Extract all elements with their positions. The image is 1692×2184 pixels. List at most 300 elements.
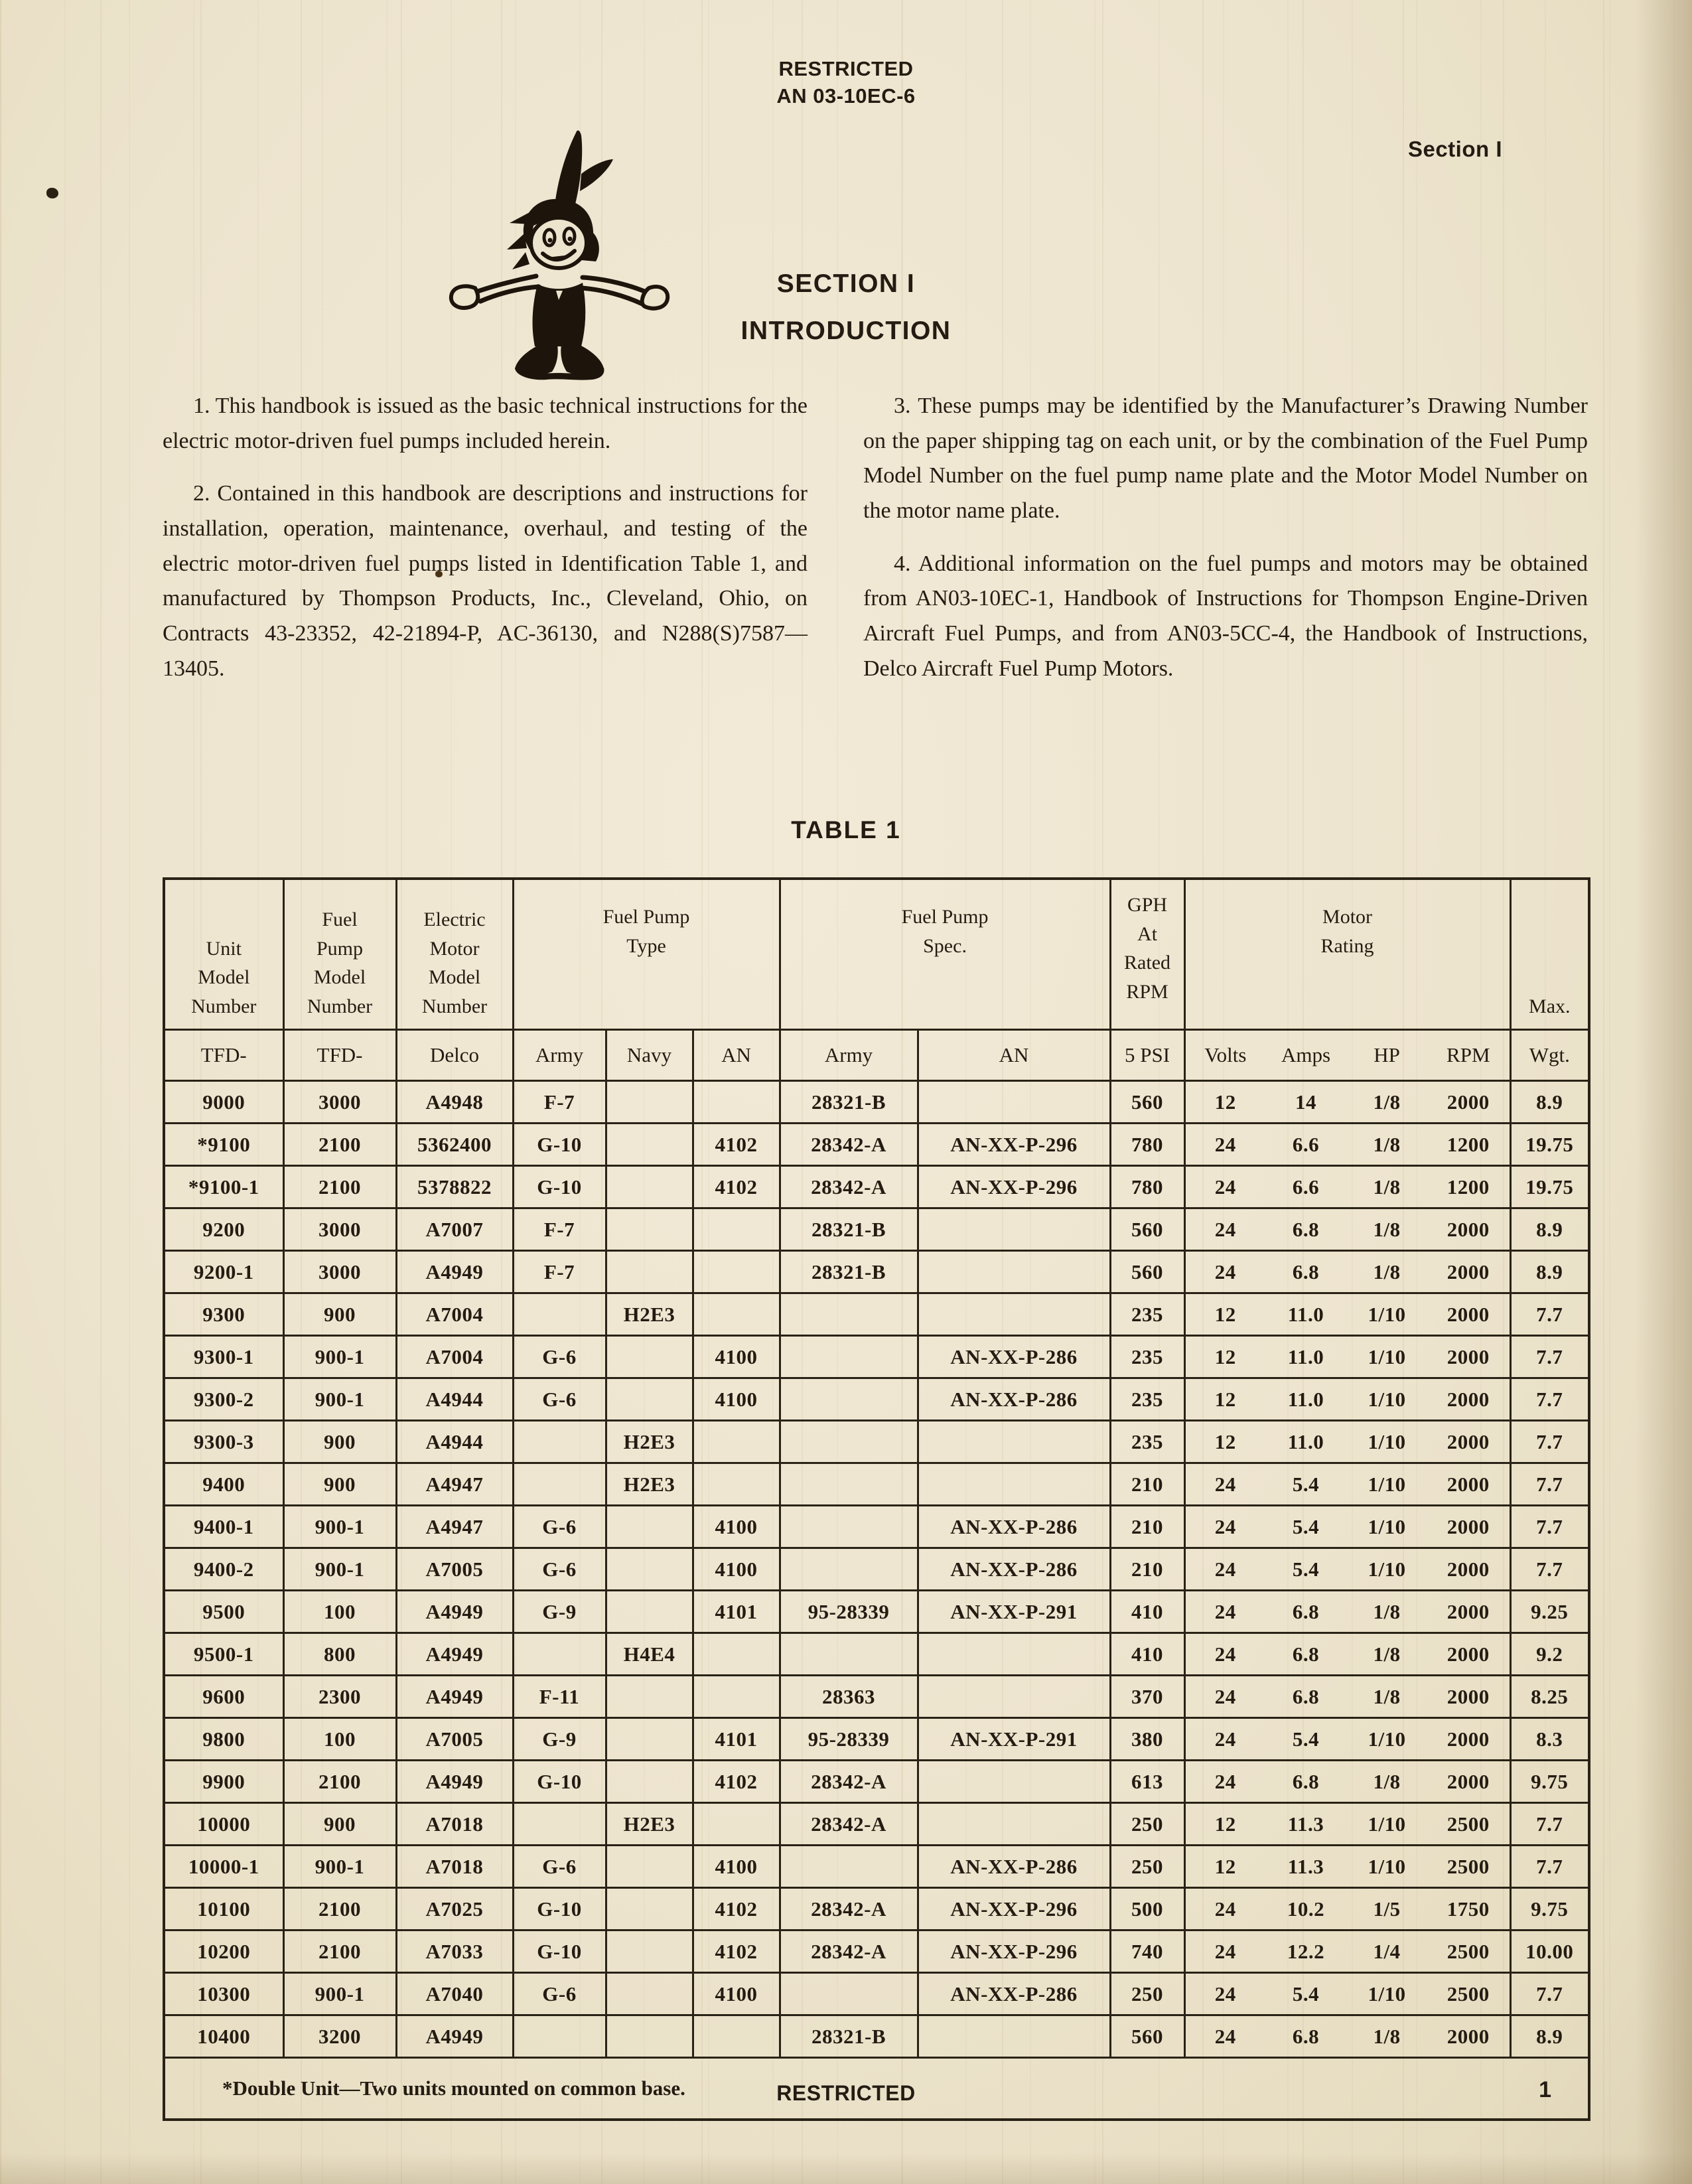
table-cell: A4944	[396, 1421, 513, 1463]
table-cell: 1/10	[1346, 1803, 1427, 1846]
table-cell: 11.3	[1265, 1846, 1346, 1888]
table-cell: A4949	[396, 1676, 513, 1718]
table-cell	[606, 1081, 693, 1124]
table-cell: *9100	[164, 1124, 283, 1166]
table-cell: 2000	[1427, 1378, 1510, 1421]
table-cell: 1/8	[1346, 2015, 1427, 2058]
table-cell: F-7	[513, 1208, 606, 1251]
table-cell: 4102	[693, 1124, 780, 1166]
table-cell: A4949	[396, 1591, 513, 1633]
table-cell: 6.6	[1265, 1166, 1346, 1208]
table-cell: AN-XX-P-296	[918, 1888, 1110, 1930]
paragraph-1: 1. This handbook is issued as the basic technical instructions for the electric motor-driven fuel pumps included herein.	[163, 394, 808, 453]
table-cell: 6.8	[1265, 1208, 1346, 1251]
table-cell: 2000	[1427, 1463, 1510, 1506]
table-footnote: *Double Unit—Two units mounted on common base.	[164, 2058, 1589, 2120]
table-cell: 7.7	[1510, 1421, 1589, 1463]
table-cell	[918, 1463, 1110, 1506]
table-row	[164, 1803, 1589, 1846]
table-cell: H2E3	[606, 1463, 693, 1506]
table-cell: 24	[1184, 2015, 1265, 2058]
table-cell: 560	[1110, 1251, 1184, 1293]
paragraph-3: 3. These pumps may be identified by the Manufacturer’s Drawing Number on the paper shipping tag on each unit, or by the combination of the Fuel Pump Model Number on the fuel pump name plate and the Motor Model Number on the motor name plate.	[863, 394, 1588, 524]
table-cell: AN-XX-P-296	[918, 1930, 1110, 1973]
table-cell: 5.4	[1265, 1718, 1346, 1761]
table-cell	[780, 1421, 918, 1463]
table-cell: 8.9	[1510, 1208, 1589, 1251]
table-cell: 2000	[1427, 1336, 1510, 1378]
table-cell	[918, 1293, 1110, 1336]
table-row	[164, 1421, 1589, 1463]
col-group-pump-type: Fuel Pump Type	[513, 879, 780, 1030]
table-cell: A7040	[396, 1973, 513, 2015]
table-cell: 1200	[1427, 1124, 1510, 1166]
table-cell: 1/10	[1346, 1336, 1427, 1378]
table-cell: G-10	[513, 1761, 606, 1803]
table-row	[164, 1124, 1589, 1166]
col-subheader-pump: TFD-	[283, 1030, 396, 1081]
table-cell: 12	[1184, 1421, 1265, 1463]
table-cell: 10100	[164, 1888, 283, 1930]
table-cell: 6.8	[1265, 1633, 1346, 1676]
table-cell: 9.75	[1510, 1888, 1589, 1930]
table-cell: 2000	[1427, 1761, 1510, 1803]
table-cell: 100	[283, 1591, 396, 1633]
col-subheader-spec-army: Army	[780, 1030, 918, 1081]
table-cell	[693, 1803, 780, 1846]
table-row	[164, 1718, 1589, 1761]
table-cell: 3000	[283, 1208, 396, 1251]
table-cell: 2500	[1427, 1930, 1510, 1973]
table-row	[164, 1208, 1589, 1251]
table-cell	[606, 1846, 693, 1888]
table-cell: G-10	[513, 1930, 606, 1973]
page-subtitle: INTRODUCTION	[740, 317, 952, 345]
table-cell: 5.4	[1265, 1548, 1346, 1591]
table-cell: 210	[1110, 1463, 1184, 1506]
table-cell: 250	[1110, 1846, 1184, 1888]
table-cell: F-7	[513, 1081, 606, 1124]
table-row	[164, 1081, 1589, 1124]
table-cell: 5.4	[1265, 1973, 1346, 2015]
table-cell: 28321-B	[780, 1251, 918, 1293]
table-cell	[918, 1081, 1110, 1124]
table-cell: 250	[1110, 1803, 1184, 1846]
table-cell: 2500	[1427, 1803, 1510, 1846]
table-row	[164, 1676, 1589, 1718]
table-cell: 900-1	[283, 1336, 396, 1378]
table-cell: 4100	[693, 1548, 780, 1591]
col-group-motor-model: Electric Motor Model Number	[396, 879, 513, 1030]
table-cell	[606, 1124, 693, 1166]
col-subheader-type-army: Army	[513, 1030, 606, 1081]
table-cell: 24	[1184, 1166, 1265, 1208]
table-cell: AN-XX-P-296	[918, 1124, 1110, 1166]
table-cell: 12	[1184, 1378, 1265, 1421]
table-cell: 2100	[283, 1124, 396, 1166]
table-cell	[606, 1930, 693, 1973]
table-cell: G-10	[513, 1124, 606, 1166]
table-cell: 7.7	[1510, 1803, 1589, 1846]
table-cell: 11.0	[1265, 1378, 1346, 1421]
table-cell	[693, 1463, 780, 1506]
table-cell: 24	[1184, 1676, 1265, 1718]
table-cell: 24	[1184, 1208, 1265, 1251]
table-cell: 10400	[164, 2015, 283, 2058]
table-cell: 4100	[693, 1973, 780, 2015]
table-cell: 1/10	[1346, 1421, 1427, 1463]
table-cell: H2E3	[606, 1293, 693, 1336]
paragraph-2: 2. Contained in this handbook are descriptions and instructions for installation, operation, maintenance, overhaul, and testing of the electric motor-driven fuel pumps listed in Identification Table 1, and manufactured by Thompson Products, Inc., Cleveland, Ohio, on Contracts 43-23352, 42-21894-P, AC-36130, and N288(S)7587—13405.	[163, 481, 808, 681]
table-cell: 2000	[1427, 1633, 1510, 1676]
table-row	[164, 2015, 1589, 2058]
col-subheader-motor: Delco	[396, 1030, 513, 1081]
table-cell: 410	[1110, 1633, 1184, 1676]
table-cell	[780, 1548, 918, 1591]
table-cell: 370	[1110, 1676, 1184, 1718]
table-cell: 12	[1184, 1081, 1265, 1124]
table-cell: 4101	[693, 1591, 780, 1633]
table-cell: 410	[1110, 1591, 1184, 1633]
table-row	[164, 1973, 1589, 2015]
mascot-indian-boy-illustration	[446, 113, 671, 392]
table-cell	[513, 1463, 606, 1506]
table-cell: 4102	[693, 1888, 780, 1930]
table-cell: 7.7	[1510, 1506, 1589, 1548]
table-cell: 9300-1	[164, 1336, 283, 1378]
table-row	[164, 1633, 1589, 1676]
table-cell: 28321-B	[780, 2015, 918, 2058]
table-cell: 11.0	[1265, 1293, 1346, 1336]
table-cell: 2000	[1427, 1591, 1510, 1633]
table-cell: 235	[1110, 1378, 1184, 1421]
table-cell: 613	[1110, 1761, 1184, 1803]
table-cell: 5362400	[396, 1124, 513, 1166]
table-cell: 24	[1184, 1548, 1265, 1591]
table-cell: 235	[1110, 1293, 1184, 1336]
table-cell: AN-XX-P-291	[918, 1591, 1110, 1633]
table-cell: AN-XX-P-286	[918, 1973, 1110, 2015]
col-subheader-spec-an: AN	[918, 1030, 1110, 1081]
table-cell	[606, 1251, 693, 1293]
table-cell: AN-XX-P-286	[918, 1336, 1110, 1378]
table-cell: 560	[1110, 1081, 1184, 1124]
table-cell: 2000	[1427, 2015, 1510, 2058]
table-cell: A7025	[396, 1888, 513, 1930]
table-cell	[780, 1633, 918, 1676]
table-cell	[918, 1761, 1110, 1803]
table-cell: 9400-2	[164, 1548, 283, 1591]
table-cell: G-6	[513, 1378, 606, 1421]
table-cell	[780, 1846, 918, 1888]
table-cell: 2500	[1427, 1973, 1510, 2015]
table-cell: A4949	[396, 1251, 513, 1293]
table-cell	[918, 1208, 1110, 1251]
table-row	[164, 1930, 1589, 1973]
table-cell: 11.0	[1265, 1336, 1346, 1378]
table-cell: 1/10	[1346, 1548, 1427, 1591]
table-cell: 1/8	[1346, 1166, 1427, 1208]
table-cell	[918, 1803, 1110, 1846]
table-cell: G-9	[513, 1591, 606, 1633]
table-cell: 28342-A	[780, 1761, 918, 1803]
table-cell: 7.7	[1510, 1336, 1589, 1378]
table-cell: 380	[1110, 1718, 1184, 1761]
table-cell: 9.2	[1510, 1633, 1589, 1676]
table-cell: 780	[1110, 1124, 1184, 1166]
col-group-motor-rating: Motor Rating	[1184, 879, 1510, 1030]
table-cell: 10000	[164, 1803, 283, 1846]
table-cell: 5378822	[396, 1166, 513, 1208]
table-cell: 28342-A	[780, 1888, 918, 1930]
table-cell: G-6	[513, 1973, 606, 2015]
table-cell	[918, 1251, 1110, 1293]
table-cell	[606, 1718, 693, 1761]
table-cell: A4948	[396, 1081, 513, 1124]
section-titles	[0, 269, 1692, 346]
table-cell	[693, 1081, 780, 1124]
text-column-right	[863, 389, 1588, 705]
table-cell	[606, 1591, 693, 1633]
table-cell: 12	[1184, 1846, 1265, 1888]
table-cell	[780, 1336, 918, 1378]
table-cell: 7.7	[1510, 1846, 1589, 1888]
table-cell: 1/10	[1346, 1463, 1427, 1506]
identification-table	[163, 877, 1590, 2121]
table-cell: A7018	[396, 1803, 513, 1846]
col-group-pump-spec: Fuel Pump Spec.	[780, 879, 1110, 1030]
table-cell: 28321-B	[780, 1081, 918, 1124]
table-cell	[780, 1378, 918, 1421]
table-cell: 12	[1184, 1336, 1265, 1378]
table-cell: 1/8	[1346, 1208, 1427, 1251]
table-row	[164, 1548, 1589, 1591]
table-cell: 1/10	[1346, 1973, 1427, 2015]
table-cell: 3000	[283, 1081, 396, 1124]
document-header	[0, 56, 1692, 110]
table-cell: 9800	[164, 1718, 283, 1761]
table-cell: H2E3	[606, 1421, 693, 1463]
table-cell: 2000	[1427, 1208, 1510, 1251]
intro-text-columns	[163, 389, 1588, 705]
table-cell: 8.9	[1510, 1081, 1589, 1124]
table-cell: F-11	[513, 1676, 606, 1718]
table-cell: 1/5	[1346, 1888, 1427, 1930]
table-cell: A7004	[396, 1336, 513, 1378]
table-cell: 28342-A	[780, 1930, 918, 1973]
table-cell: 9.75	[1510, 1761, 1589, 1803]
table-cell: 8.3	[1510, 1718, 1589, 1761]
table-title: TABLE 1	[791, 816, 901, 843]
ink-speck	[46, 188, 58, 198]
table-cell: 10.00	[1510, 1930, 1589, 1973]
table-row	[164, 1463, 1589, 1506]
table-cell: G-9	[513, 1718, 606, 1761]
table-cell: G-6	[513, 1336, 606, 1378]
table-cell: H4E4	[606, 1633, 693, 1676]
table-cell: 2000	[1427, 1421, 1510, 1463]
table-cell	[606, 1548, 693, 1591]
table-cell: 2000	[1427, 1293, 1510, 1336]
table-cell: 9400-1	[164, 1506, 283, 1548]
table-cell: 2500	[1427, 1846, 1510, 1888]
table-cell: 1/8	[1346, 1251, 1427, 1293]
text-column-left	[163, 389, 808, 705]
table-cell	[780, 1463, 918, 1506]
table-cell: 19.75	[1510, 1166, 1589, 1208]
table-cell: 3000	[283, 1251, 396, 1293]
table-cell: 2100	[283, 1888, 396, 1930]
table-cell: 6.8	[1265, 1251, 1346, 1293]
table-cell: 2000	[1427, 1676, 1510, 1718]
table-cell: 4100	[693, 1506, 780, 1548]
table-cell: 1/8	[1346, 1081, 1427, 1124]
table-cell: 7.7	[1510, 1463, 1589, 1506]
table-cell: 12.2	[1265, 1930, 1346, 1973]
table-cell: 1750	[1427, 1888, 1510, 1930]
table-cell: 560	[1110, 1208, 1184, 1251]
section-label: Section I	[1407, 137, 1502, 161]
table-cell: 800	[283, 1633, 396, 1676]
table-cell	[513, 1421, 606, 1463]
table-cell: 2000	[1427, 1081, 1510, 1124]
table-cell: 1/10	[1346, 1293, 1427, 1336]
table-cell: 900-1	[283, 1973, 396, 2015]
table-cell: 6.8	[1265, 2015, 1346, 2058]
table-cell: 28342-A	[780, 1124, 918, 1166]
col-subheader-volts: Volts	[1184, 1030, 1265, 1081]
table-cell: 4102	[693, 1930, 780, 1973]
table-cell: 740	[1110, 1930, 1184, 1973]
table-cell: A7018	[396, 1846, 513, 1888]
table-cell: 10.2	[1265, 1888, 1346, 1930]
table-cell: 9500	[164, 1591, 283, 1633]
table-cell: 210	[1110, 1506, 1184, 1548]
table-cell: 900	[283, 1463, 396, 1506]
table-cell: 500	[1110, 1888, 1184, 1930]
table-cell	[513, 1293, 606, 1336]
table-cell: AN-XX-P-286	[918, 1548, 1110, 1591]
table-cell: 4100	[693, 1336, 780, 1378]
table-cell: 1/10	[1346, 1846, 1427, 1888]
table-cell: AN-XX-P-296	[918, 1166, 1110, 1208]
table-cell: 8.9	[1510, 1251, 1589, 1293]
table-cell: 2000	[1427, 1251, 1510, 1293]
table-cell	[606, 1378, 693, 1421]
table-cell: AN-XX-P-286	[918, 1378, 1110, 1421]
table-cell	[513, 1803, 606, 1846]
table-cell: 900-1	[283, 1378, 396, 1421]
table-cell: 7.7	[1510, 1378, 1589, 1421]
table-cell: 1200	[1427, 1166, 1510, 1208]
table-cell: 24	[1184, 1930, 1265, 1973]
table-cell: 9300	[164, 1293, 283, 1336]
table-cell: 28342-A	[780, 1803, 918, 1846]
table-cell: 9600	[164, 1676, 283, 1718]
table-cell: 8.25	[1510, 1676, 1589, 1718]
table-cell: 7.7	[1510, 1973, 1589, 2015]
table-cell: 210	[1110, 1548, 1184, 1591]
table-row	[164, 1846, 1589, 1888]
col-group-max: Max.	[1510, 879, 1589, 1030]
table-cell: 2100	[283, 1166, 396, 1208]
table-cell: 4100	[693, 1378, 780, 1421]
table-cell	[606, 2015, 693, 2058]
table-cell: 9.25	[1510, 1591, 1589, 1633]
table-cell: 1/8	[1346, 1761, 1427, 1803]
table-row	[164, 1378, 1589, 1421]
table-cell: A7033	[396, 1930, 513, 1973]
col-subheader-rpm: RPM	[1427, 1030, 1510, 1081]
table-cell: A4947	[396, 1463, 513, 1506]
table-cell: 7.7	[1510, 1293, 1589, 1336]
table-header	[164, 879, 1589, 1081]
col-subheader-wgt: Wgt.	[1510, 1030, 1589, 1081]
col-group-unit-model: Unit Model Number	[164, 879, 283, 1030]
table-cell: 1/4	[1346, 1930, 1427, 1973]
table-cell	[606, 1973, 693, 2015]
table-cell: 900	[283, 1421, 396, 1463]
classification-banner: RESTRICTED	[778, 57, 914, 80]
document-number: AN 03-10EC-6	[776, 84, 916, 108]
table-cell: 11.3	[1265, 1803, 1346, 1846]
table-cell	[606, 1166, 693, 1208]
table-cell: 1/8	[1346, 1633, 1427, 1676]
table-cell	[606, 1761, 693, 1803]
table-cell: 6.8	[1265, 1676, 1346, 1718]
page-title: SECTION I	[776, 269, 916, 298]
col-subheader-hp: HP	[1346, 1030, 1427, 1081]
table-cell: 24	[1184, 1591, 1265, 1633]
table-cell: 5.4	[1265, 1506, 1346, 1548]
table-row	[164, 1591, 1589, 1633]
table-cell	[606, 1888, 693, 1930]
table-cell: 1/8	[1346, 1591, 1427, 1633]
table-cell: 9300-2	[164, 1378, 283, 1421]
table-cell	[780, 1293, 918, 1336]
table-cell: 2300	[283, 1676, 396, 1718]
table-cell: 9000	[164, 1081, 283, 1124]
table-cell: G-10	[513, 1888, 606, 1930]
table-cell: 9900	[164, 1761, 283, 1803]
table-cell	[606, 1676, 693, 1718]
table-cell	[693, 1208, 780, 1251]
table-cell: 24	[1184, 1463, 1265, 1506]
table-cell: A7005	[396, 1548, 513, 1591]
col-group-gph: GPH At Rated RPM	[1110, 879, 1184, 1030]
table-cell: 4102	[693, 1761, 780, 1803]
col-subheader-unit: TFD-	[164, 1030, 283, 1081]
table-cell: 2100	[283, 1930, 396, 1973]
table-cell: 1/10	[1346, 1718, 1427, 1761]
table-cell: *9100-1	[164, 1166, 283, 1208]
table-cell: 1/10	[1346, 1506, 1427, 1548]
table-cell	[693, 2015, 780, 2058]
table-cell	[606, 1506, 693, 1548]
table-cell	[918, 2015, 1110, 2058]
table-row	[164, 1251, 1589, 1293]
table-cell: 24	[1184, 1251, 1265, 1293]
table-cell: 100	[283, 1718, 396, 1761]
table-cell: 12	[1184, 1293, 1265, 1336]
table-cell: 24	[1184, 1633, 1265, 1676]
table-cell	[693, 1293, 780, 1336]
table-cell	[918, 1633, 1110, 1676]
table-row	[164, 1888, 1589, 1930]
table-row	[164, 1336, 1589, 1378]
footer-classification: RESTRICTED	[776, 2081, 916, 2105]
table-cell: 4100	[693, 1846, 780, 1888]
